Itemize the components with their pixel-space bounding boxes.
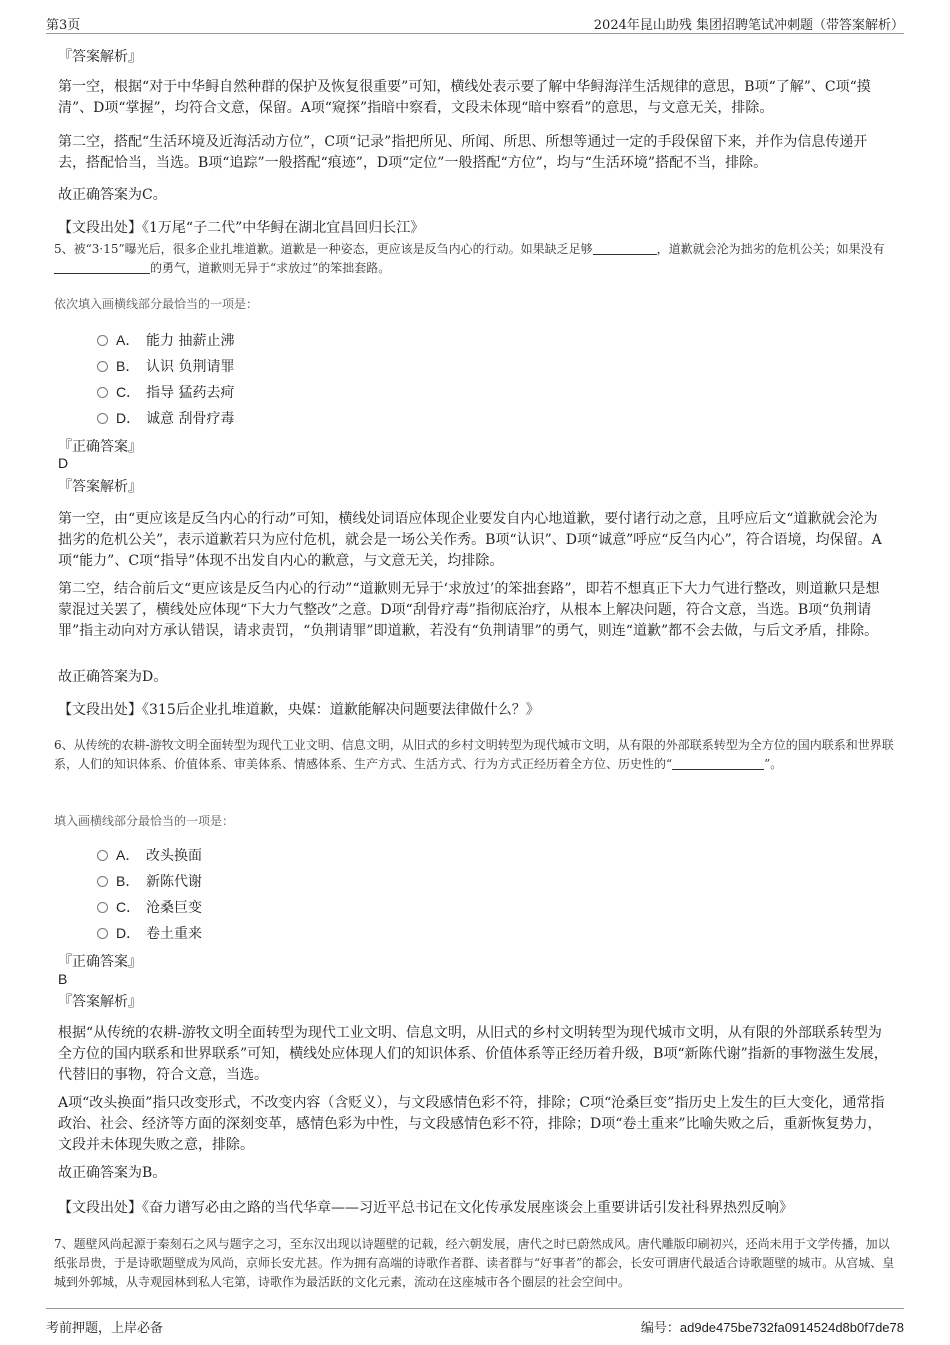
q5-blank-1 — [593, 242, 657, 255]
q5-option-b[interactable] — [97, 356, 234, 376]
q5-analysis-p2: 第二空，结合前后文“更应该是反刍内心的行动”“道歉则无异于‘求放过’的笨拙套路”，即若不想真正下大力气进行整改，则道歉只是想蒙混过关罢了，横线处应体现“下大力气整改”之意。D项“刮骨疗毒”指彻底治疗，从根本上解决问题，符合文意，当选。B项“负荆请罪”指主动向对方承认错误，请求责罚，“负荆请罪”即道歉，若没有“负荆请罪”的勇气，则连“道歉”都不会去做，与后文矛盾，排除。 — [58, 581, 880, 639]
option-key: B． — [116, 873, 140, 889]
q6-correct-label: 『正确答案』 — [58, 954, 142, 970]
q6-analysis-p1: 根据“从传统的农耕-游牧文明全面转型为现代工业文明、信息文明，从旧式的乡村文明转型为现代城市文明，从有限的外部联系转型为全方位的国内联系和世界联系”可知，横线处应体现人们的知识体系、价值体系等正经历着升级，B项“新陈代谢”指新的事物滋生发展，代替旧的事物，符合文意，当选。 — [58, 1025, 888, 1083]
option-key: A． — [116, 847, 140, 863]
option-key: D． — [116, 410, 141, 426]
q6-analysis-p2: A项“改头换面”指只改变形式，不改变内容（含贬义），与文段感情色彩不符，排除；C项“沧桑巨变”指历史上发生的巨大变化，通常指政治、社会、经济等方面的深刻变革，感情色彩为中性，与文段感情色彩不符，排除；D项“卷土重来”比喻失败之后，重新恢复势力，文段并未体现失败之意，排除。 — [58, 1095, 885, 1153]
q5-conclusion: 故正确答案为D。 — [58, 669, 168, 685]
code-label: 编号： — [640, 1321, 680, 1336]
q5-stem-part-a: 5、被“3·15”曝光后，很多企业扎堆道歉。道歉是一种姿态，更应该是反刍内心的行动。如果缺乏足够 — [54, 242, 593, 256]
q4-source-text: 《1万尾“子二代”中华鲟在湖北宜昌回归长江》 — [142, 220, 425, 236]
q5-source-text: 《315后企业扎堆道歉，央媒：道歉能解决问题要法律做什么？》 — [142, 702, 540, 718]
radio-icon[interactable] — [97, 361, 108, 372]
q5-stem-part-b: ，道歉就会沦为拙劣的危机公关；如果没有 — [656, 242, 885, 256]
q4-source-label: 【文段出处】 — [58, 220, 142, 236]
q5-option-d[interactable] — [97, 408, 234, 428]
q4-analysis-p1: 第一空，根据“对于中华鲟自然种群的保护及恢复很重要”可知，横线处表示要了解中华鲟海洋生活规律的意思，B项“了解”、C项“摸清”、D项“掌握”，均符合文意，保留。A项“窥探”指暗中察看，文段未体现“暗中察看”的意思，与文意无关，排除。 — [58, 79, 871, 116]
code-value: ad9de475be732fa0914524d8b0f7de78 — [679, 1320, 904, 1335]
q5-blank-2 — [54, 261, 150, 274]
q5-correct-answer: D — [58, 455, 69, 471]
option-text: 卷土重来 — [146, 926, 202, 942]
option-text: 认识 负荆请罪 — [146, 359, 235, 375]
q6-correct-answer: B — [58, 971, 68, 987]
q5-correct-label: 『正确答案』 — [58, 439, 142, 455]
option-text: 沧桑巨变 — [146, 900, 202, 916]
page-header — [46, 0, 904, 34]
q5-source — [58, 700, 888, 721]
page-footer — [46, 1308, 904, 1345]
q6-option-d[interactable] — [97, 923, 202, 943]
q4-analysis-label: 『答案解析』 — [58, 49, 142, 65]
q4-analysis-p2: 第二空，搭配“生活环境及近海活动方位”，C项“记录”指把所见、所闻、所思、所想等通过一定的手段保留下来，并作为信息传递开去，搭配恰当，当选。B项“追踪”一般搭配“痕迹”，D项“定位”一般搭配“方位”，均与“生活环境”搭配不当，排除。 — [58, 134, 868, 171]
q6-source — [58, 1198, 888, 1219]
q5-stem-part-c: 的勇气，道歉则无异于“求放过”的笨拙套路。 — [150, 261, 391, 275]
q5-analysis-p1: 第一空，由“更应该是反刍内心的行动”可知，横线处词语应体现企业要发自内心地道歉，要付诸行动之意，且呼应后文“道歉就会沦为拙劣的危机公关”，表示道歉若只为应付危机，就会是一场公关作秀。B项“认识”、D项“诚意”呼应“反刍内心”，符合语境，均保留。A项“能力”、C项“指导”体现不出发自内心的歉意，与文意无关，均排除。 — [58, 511, 882, 569]
radio-icon[interactable] — [97, 387, 108, 398]
q6-source-text: 《奋力谱写必由之路的当代华章——习近平总书记在文化传承发展座谈会上重要讲话引发社科界热烈反响》 — [142, 1200, 793, 1216]
radio-icon[interactable] — [97, 902, 108, 913]
page-number: 第3页 — [46, 18, 81, 33]
option-text: 诚意 刮骨疗毒 — [146, 411, 235, 427]
option-key: B． — [116, 358, 140, 374]
q5-stem — [54, 240, 899, 278]
q4-conclusion: 故正确答案为C。 — [58, 187, 167, 203]
q6-conclusion: 故正确答案为B。 — [58, 1165, 167, 1181]
q6-instruction: 填入画横线部分最恰当的一项是： — [54, 814, 235, 828]
q6-blank — [672, 757, 764, 770]
q6-stem-text: 6、从传统的农耕-游牧文明全面转型为现代工业文明、信息文明，从旧式的乡村文明转型为现代城市文明，从有限的外部联系转型为全方位的国内联系和世界联系，人们的知识体系、价值体系、审美体系、情感体系、生产方式、生活方式、行为方式正经历着全方位、历史性的“ — [54, 738, 894, 771]
q5-analysis-label: 『答案解析』 — [58, 479, 142, 495]
q5-option-c[interactable] — [97, 382, 234, 402]
option-text: 改头换面 — [146, 848, 202, 864]
option-text: 能力 抽薪止沸 — [146, 333, 235, 349]
q5-option-a[interactable] — [97, 330, 234, 350]
radio-icon[interactable] — [97, 335, 108, 346]
radio-icon[interactable] — [97, 413, 108, 424]
document-code — [641, 1317, 904, 1336]
q6-option-c[interactable] — [97, 897, 202, 917]
q5-source-label: 【文段出处】 — [58, 702, 142, 718]
q5-instruction: 依次填入画横线部分最恰当的一项是： — [54, 297, 259, 311]
footer-slogan: 考前押题，上岸必备 — [46, 1321, 164, 1336]
radio-icon[interactable] — [97, 928, 108, 939]
q6-option-a[interactable] — [97, 845, 202, 865]
option-key: D． — [116, 925, 141, 941]
radio-icon[interactable] — [97, 850, 108, 861]
q6-stem-end: ”。 — [764, 757, 783, 771]
option-key: A． — [116, 332, 140, 348]
option-text: 新陈代谢 — [146, 874, 202, 890]
document-title: 2024年昆山助残 集团招聘笔试冲刺题（带答案解析） — [593, 18, 904, 33]
option-text: 指导 猛药去疴 — [146, 385, 235, 401]
q7-stem: 7、题壁风尚起源于秦刻石之风与题字之习，至东汉出现以诗题壁的记载，经六朝发展，唐代之时已蔚然成风。唐代雕版印刷初兴，还尚未用于文学传播，加以纸张昂贵，于是诗歌题壁成为风尚，京师长安尤甚。作为拥有高端的诗歌作者群、读者群与“好事者”的都会，长安可谓唐代最适合诗歌题壁的城市。从宫城、皇城到外郭城，从寺观园林到私人宅第，诗歌作为最活跃的文化元素，流动在这座城市各个圈层的社会空间中。 — [54, 1237, 895, 1289]
q6-option-b[interactable] — [97, 871, 202, 891]
radio-icon[interactable] — [97, 876, 108, 887]
q6-stem — [54, 736, 899, 774]
q6-analysis-label: 『答案解析』 — [58, 994, 142, 1010]
q6-source-label: 【文段出处】 — [58, 1200, 142, 1216]
q4-source — [58, 218, 888, 239]
option-key: C． — [116, 384, 141, 400]
option-key: C． — [116, 899, 141, 915]
